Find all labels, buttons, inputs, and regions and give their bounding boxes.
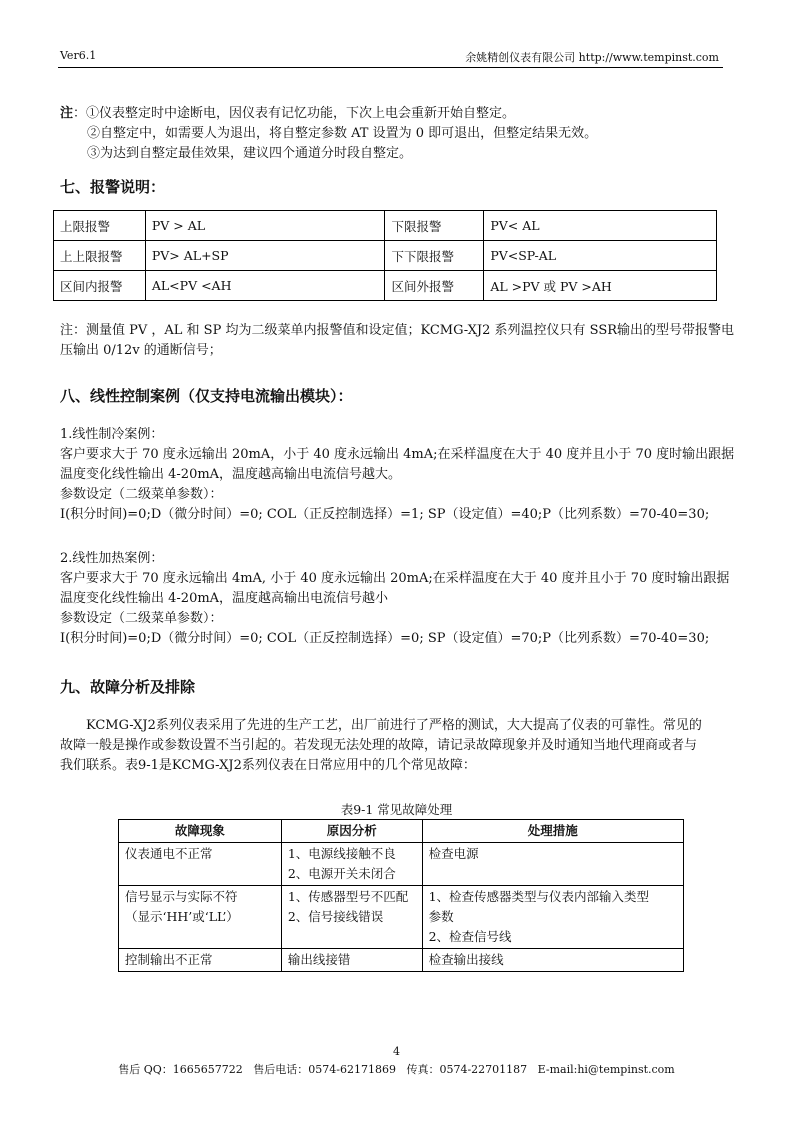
fault-action-line: 检查电源 bbox=[428, 846, 479, 861]
alarm-type-cell: 上限报警 bbox=[54, 211, 146, 241]
col-header-symptom: 故障现象 bbox=[119, 820, 282, 843]
alarm-condition-cell: PV> AL+SP bbox=[145, 241, 385, 271]
section-9-title: 九、故障分析及排除 bbox=[60, 678, 196, 696]
fault-cause-cell bbox=[281, 843, 422, 886]
heating-line-3: 温度变化线性输出 4-20mA，温度越高输出电流信号越小 bbox=[60, 591, 389, 606]
linear-cooling-case bbox=[60, 425, 734, 525]
fault-symptom-cell bbox=[119, 949, 282, 972]
fault-symptom-cell bbox=[119, 843, 282, 886]
fault-action-cell bbox=[422, 886, 683, 949]
fault-intro bbox=[60, 716, 702, 776]
autotune-note bbox=[60, 104, 597, 164]
cooling-line-4: 参数设定（二级菜单参数）： bbox=[60, 487, 223, 502]
note-line-3: ③为达到自整定最佳效果，建议四个通道分时段自整定。 bbox=[87, 146, 413, 161]
fault-cause-cell bbox=[281, 949, 422, 972]
fault-action-line: 2、检查信号线 bbox=[428, 929, 512, 944]
fault-symptom-line: 控制输出不正常 bbox=[125, 952, 213, 967]
fault-intro-line-3: 我们联系。表9-1是KCMG-XJ2系列仪表在日常应用中的几个常见故障： bbox=[60, 758, 476, 773]
alarm-condition-cell: PV<SP-AL bbox=[484, 241, 717, 271]
alarm-condition-cell: PV > AL bbox=[145, 211, 385, 241]
fault-cause-line: 1、传感器型号不匹配 bbox=[287, 889, 409, 904]
col-header-cause: 原因分析 bbox=[281, 820, 422, 843]
fault-cause-line: 1、电源线接触不良 bbox=[287, 846, 396, 861]
note-line-2: ②自整定中，如需要人为退出，将自整定参数 AT 设置为 0 即可退出，但整定结果无效。 bbox=[87, 126, 598, 141]
fault-action-line: 1、检查传感器类型与仪表内部输入类型 bbox=[428, 889, 650, 904]
fault-table bbox=[118, 819, 684, 972]
table-caption: 表9-1 常见故障处理 bbox=[340, 802, 453, 817]
fault-action-cell bbox=[422, 843, 683, 886]
alarm-row bbox=[54, 241, 717, 271]
fault-intro-line-1: KCMG-XJ2系列仪表采用了先进的生产工艺，出厂前进行了严格的测试，大大提高了仪表的可靠性。常见的 bbox=[86, 718, 702, 733]
fault-row bbox=[119, 949, 684, 972]
heating-line-2: 客户要求大于 70 度永远输出 4mA, 小于 40 度永远输出 20mA;在采样温度在大于 40 度并且小于 70 度时输出跟据 bbox=[60, 571, 730, 586]
alarm-note-line-2: 压输出 0/12v 的通断信号； bbox=[60, 343, 222, 358]
heating-line-4: 参数设定（二级菜单参数）： bbox=[60, 611, 223, 626]
alarm-type-cell: 下限报警 bbox=[385, 211, 484, 241]
heating-line-1: 2.线性加热案例： bbox=[60, 551, 164, 566]
cooling-line-5: I(积分时间)=0;D（微分时间）=0; COL（正反控制选择）=1; SP（设定值）=40;P（比列系数）=70-40=30; bbox=[60, 507, 710, 522]
alarm-type-cell: 下下限报警 bbox=[385, 241, 484, 271]
alarm-row bbox=[54, 211, 717, 241]
linear-heating-case bbox=[60, 549, 729, 649]
contact-footer: 售后 QQ：1665657722 售后电话：0574-62171869 传真：0574-22701187 E-mail:hi@tempinst.com bbox=[118, 1063, 675, 1076]
alarm-note bbox=[60, 321, 734, 361]
note-label: 注 bbox=[60, 106, 74, 121]
fault-cause-line: 2、电源开关未闭合 bbox=[287, 866, 396, 881]
version-label: Ver6.1 bbox=[60, 49, 97, 62]
cooling-line-2: 客户要求大于 70 度永远输出 20mA，小于 40 度永远输出 4mA;在采样温度在大于 40 度并且小于 70 度时输出跟据 bbox=[60, 447, 735, 462]
fault-cause-line: 2、信号接线错误 bbox=[287, 909, 384, 924]
header-divider bbox=[58, 67, 723, 68]
fault-cause-cell bbox=[281, 886, 422, 949]
company-header: 余姚精创仪表有限公司 http://www.tempinst.com bbox=[465, 51, 719, 64]
fault-symptom-line: 仪表通电不正常 bbox=[125, 846, 213, 861]
fault-action-line: 参数 bbox=[428, 909, 454, 924]
fault-row bbox=[119, 886, 684, 949]
col-header-action: 处理措施 bbox=[422, 820, 683, 843]
section-8-title: 八、线性控制案例（仅支持电流输出模块）： bbox=[60, 387, 353, 405]
fault-symptom-line: （显示‘HH’或‘LL’） bbox=[125, 909, 239, 924]
cooling-line-3: 温度变化线性输出 4-20mA，温度越高输出电流信号越大。 bbox=[60, 467, 402, 482]
fault-action-cell bbox=[422, 949, 683, 972]
fault-cause-line: 输出线接错 bbox=[287, 952, 351, 967]
alarm-type-cell: 上上限报警 bbox=[54, 241, 146, 271]
fault-intro-line-2: 故障一般是操作或参数设置不当引起的。若发现无法处理的故障，请记录故障现象并及时通知当地代理商或者与 bbox=[60, 738, 698, 753]
alarm-note-line-1: 注：测量值 PV ，AL 和 SP 均为二级菜单内报警值和设定值；KCMG-XJ2 系列温控仪只有 SSR输出的型号带报警电 bbox=[60, 323, 735, 338]
note-line-1: ：①仪表整定时中途断电，因仪表有记忆功能，下次上电会重新开始自整定。 bbox=[73, 106, 516, 121]
alarm-type-cell: 区间内报警 bbox=[54, 271, 146, 301]
fault-symptom-line: 信号显示与实际不符 bbox=[125, 889, 238, 904]
alarm-condition-cell: AL<PV <AH bbox=[145, 271, 385, 301]
alarm-condition-cell: PV< AL bbox=[484, 211, 717, 241]
alarm-condition-cell: AL >PV 或 PV >AH bbox=[484, 271, 717, 301]
page-number: 4 bbox=[393, 1045, 400, 1058]
fault-symptom-cell bbox=[119, 886, 282, 949]
cooling-line-1: 1.线性制冷案例： bbox=[60, 427, 164, 442]
alarm-row bbox=[54, 271, 717, 301]
alarm-type-cell: 区间外报警 bbox=[385, 271, 484, 301]
alarm-table bbox=[53, 210, 717, 301]
section-7-title: 七、报警说明： bbox=[60, 178, 166, 196]
fault-row bbox=[119, 843, 684, 886]
fault-action-line: 检查输出接线 bbox=[428, 952, 504, 967]
heating-line-5: I(积分时间)=0;D（微分时间）=0; COL（正反控制选择）=0; SP（设定值）=70;P（比列系数）=70-40=30; bbox=[60, 631, 710, 646]
